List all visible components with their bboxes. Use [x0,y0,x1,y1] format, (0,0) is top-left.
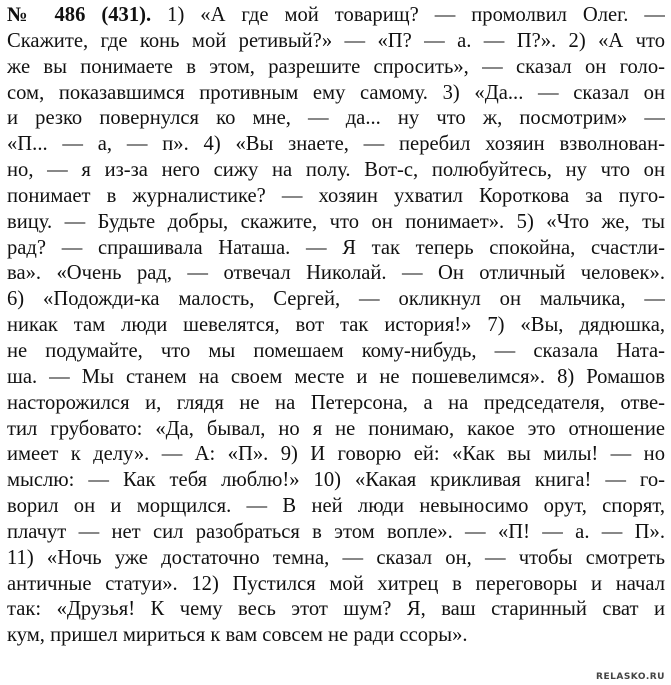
text-line-last: кум, пришел мириться к вам совсем не ради ссоры». [7,624,468,647]
text-line: имеет к делу». — А: «П». 9) И говорю ей: «Как вы милы! — но [7,443,665,466]
text-line: и резко повернулся ко мне, — да... ну что ж, посмотрим» — [7,107,665,130]
text-line: не подумайте, что мы помешаем кому-нибудь, — сказала Ната- [7,339,665,362]
text-line: тил грубовато: «Да, бывал, но я не понимаю, какое это отношение [7,417,665,440]
text-line: так: «Друзья! К чему весь этот шум? Я, ваш старинный сват и [7,598,665,621]
exercise-number: № 486 (431). [7,4,152,26]
text-line: насторожился и, глядя не на Петерсона, а на председателя, отве- [7,391,665,414]
text-line: античные статуи». 12) Пустился мой хитрец в переговоры и начал [7,572,665,595]
text-line: 11) «Ночь уже достаточно темна, — сказал он, — чтобы смотреть [7,546,665,569]
text-line: мыслю: — Как тебя люблю!» 10) «Какая крикливая книга! — го- [7,469,665,492]
watermark: RELASKO.RU [596,672,665,682]
text-line: рад? — спрашивала Наташа. — Я так теперь спокойна, счастли- [7,236,665,259]
text-line: вицу. — Будьте добры, скажите, что он понимает». 5) «Что же, ты [7,210,665,233]
text-line: никак там люди шевелятся, вот так история!» 7) «Вы, дядюшка, [7,314,665,337]
text-line: 6) «Подожди-ка малость, Сергей, — окликнул он мальчика, — [7,288,665,311]
text-line: понимает в журналистике? — хозяин ухватил Короткова за пуго- [7,184,665,207]
text-line: ва». «Очень рад, — отвечал Николай. — Он отличный человек». [7,262,665,285]
text-line-1-body: 1) «А где мой товарищ? — промолвил Олег. — [167,4,665,26]
text-line: ша. — Мы станем на своем месте и не пошевелимся». 8) Ромашов [7,365,665,388]
text-line: же вы понимаете в этом, разрешите спросить», — сказал он голо- [7,55,665,78]
text-line: Скажите, где конь мой ретивый?» — «П? — а. — П?». 2) «А что [7,29,665,52]
text-line: но, — я из-за него сижу на полу. Вот-с, полюбуйтесь, ну что он [7,159,665,182]
text-line: ворил он и морщился. — В ней люди невыносимо орут, спорят, [7,495,665,518]
text-line: сом, показавшимся противным ему самому. 3) «Да... — сказал он [7,81,665,104]
text-line: «П... — а, — п». 4) «Вы знаете, — перебил хозяин взволнован- [7,133,665,156]
text-line: плачут — нет сил разобраться в этом вопле». — «П! — а. — П». [7,520,665,543]
text-line-1 [7,3,665,29]
